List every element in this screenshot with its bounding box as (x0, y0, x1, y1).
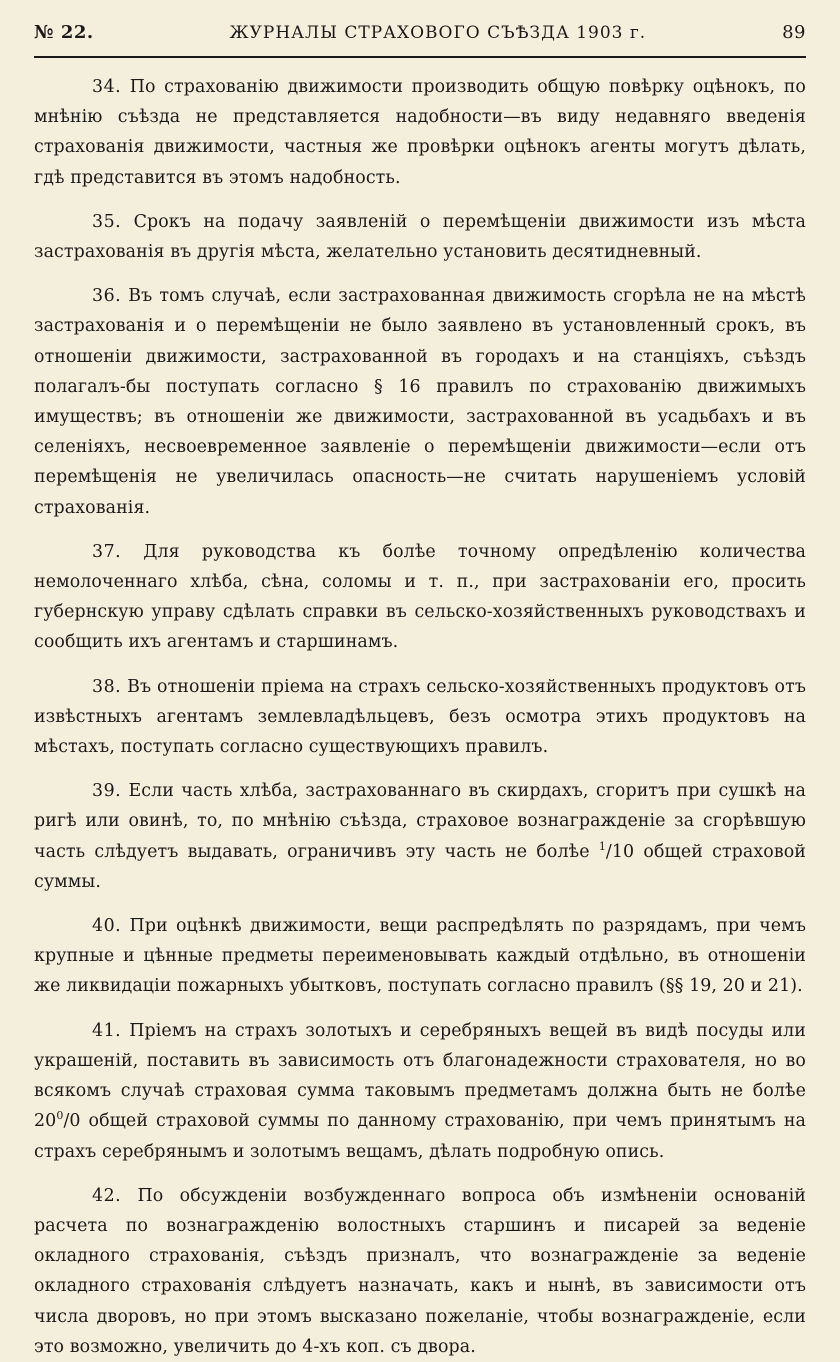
paragraph-41 (34, 1016, 806, 1167)
header-rule (34, 56, 806, 58)
paragraph-number: 42. (92, 1185, 122, 1206)
paragraph-number: 41. (92, 1020, 122, 1041)
page-number: 89 (782, 22, 806, 43)
journal-number: № 22. (34, 22, 94, 43)
paragraph-text: Если часть хлѣба, застрахованнаго въ скирдахъ, сгоритъ при сушкѣ на ригѣ или овинѣ, то, по мнѣнію съѣзда, страховое вознагражденіе за сгорѣвшую часть слѣдуетъ выдавать, ограничивъ эту часть не болѣе (34, 781, 806, 862)
percent-superscript: 0 (56, 1109, 64, 1123)
paragraph-36 (34, 281, 806, 523)
paragraph-text: При оцѣнкѣ движимости, вещи распредѣлять по разрядамъ, при чемъ крупные и цѣнные предметы переименовывать каждый отдѣльно, въ отношеніи же ликвидаціи пожарныхъ убытковъ, поступать согласно правилъ (§§ 19, 20 и 21). (34, 916, 806, 997)
paragraph-38 (34, 672, 806, 763)
paragraph-number: 37. (92, 541, 122, 562)
paragraph-text-tail: /10 общей страховой суммы. (34, 841, 806, 892)
running-head (34, 22, 806, 54)
paragraph-number: 36. (92, 286, 122, 307)
paragraph-number: 38. (92, 676, 122, 697)
paragraph-text: Въ томъ случаѣ, если застрахованная движимость сгорѣла не на мѣстѣ застрахованія и о перемѣщеніи не было заявлено въ установленный срокъ, въ отношеніи движимости, застрахованной въ городахъ и на станціяхъ, съѣздъ полагалъ-бы поступать согласно § 16 правилъ по страхованію движимыхъ имуществъ; въ отношеніи же движимости, застрахованной въ усадьбахъ и въ селеніяхъ, несвоевременное заявленіе о перемѣщеніи движимости—если отъ перемѣщенія не увеличилась опасность—не считать нарушеніемъ условій страхованія. (34, 286, 806, 518)
paragraph-number: 40. (92, 916, 122, 937)
paragraph-text: Срокъ на подачу заявленій о перемѣщеніи движимости изъ мѣста застрахованія въ другія мѣста, желательно установить десятидневный. (34, 211, 806, 263)
paragraph-42 (34, 1181, 806, 1362)
fraction-numerator: 1 (598, 839, 606, 853)
paragraph-text: По обсужденіи возбужденнаго вопроса объ измѣненіи основаній расчета по вознагражденію волостныхъ старшинъ и писарей за веденіе окладного страхованія, съѣздъ призналъ, что вознагражденіе за веденіе окладного страхованія слѣдуетъ назначать, какъ и нынѣ, въ зависимости отъ числа дворовъ, но при этомъ высказано пожеланіе, чтобы вознагражденіе, если это возможно, увеличить до 4-хъ коп. съ двора. (34, 1185, 807, 1357)
paragraph-35 (34, 207, 806, 267)
paragraph-40 (34, 911, 806, 1002)
paragraph-39 (34, 776, 806, 897)
paragraph-number: 34. (92, 77, 122, 97)
paragraph-text-tail: /0 общей страховой суммы по данному страхованію, при чемъ принятымъ на страхъ серебрянымъ и золотымъ вещамъ, дѣлать подробную опись. (34, 1111, 806, 1162)
paragraph-text: Пріемъ на страхъ золотыхъ и серебряныхъ вещей въ видѣ посуды или украшеній, поставить въ зависимость отъ благонадежности страхователя, но во всякомъ случаѣ страховая сумма таковымъ предметамъ должна быть не болѣе 20 (34, 1020, 806, 1132)
paragraph-text: Для руководства къ болѣе точному опредѣленію количества немолоченнаго хлѣба, сѣна, соломы и т. п., при застрахованіи его, просить губернскую управу сдѣлать справки въ сельско-хозяйственныхъ руководствахъ и сообщить ихъ агентамъ и старшинамъ. (34, 541, 806, 653)
paragraph-34 (34, 72, 806, 193)
running-title: ЖУРНАЛЫ СТРАХОВОГО СЪѢЗДА 1903 г. (229, 23, 647, 43)
paragraph-text: По страхованію движимости производить общую повѣрку оцѣнокъ, по мнѣнію съѣзда не представляется надобности—въ виду недавняго введенія страхованія движимости, частныя же провѣрки оцѣнокъ агенты могутъ дѣлать, гдѣ представится въ этомъ надобность. (34, 77, 806, 188)
paragraph-text: Въ отношеніи пріема на страхъ сельско-хозяйственныхъ продуктовъ отъ извѣстныхъ агентамъ землевладѣльцевъ, безъ осмотра этихъ продуктовъ на мѣстахъ, поступать согласно существующихъ правилъ. (34, 676, 806, 758)
paragraph-37 (34, 537, 806, 658)
paragraph-number: 35. (92, 211, 122, 232)
paragraph-number: 39. (92, 781, 122, 802)
